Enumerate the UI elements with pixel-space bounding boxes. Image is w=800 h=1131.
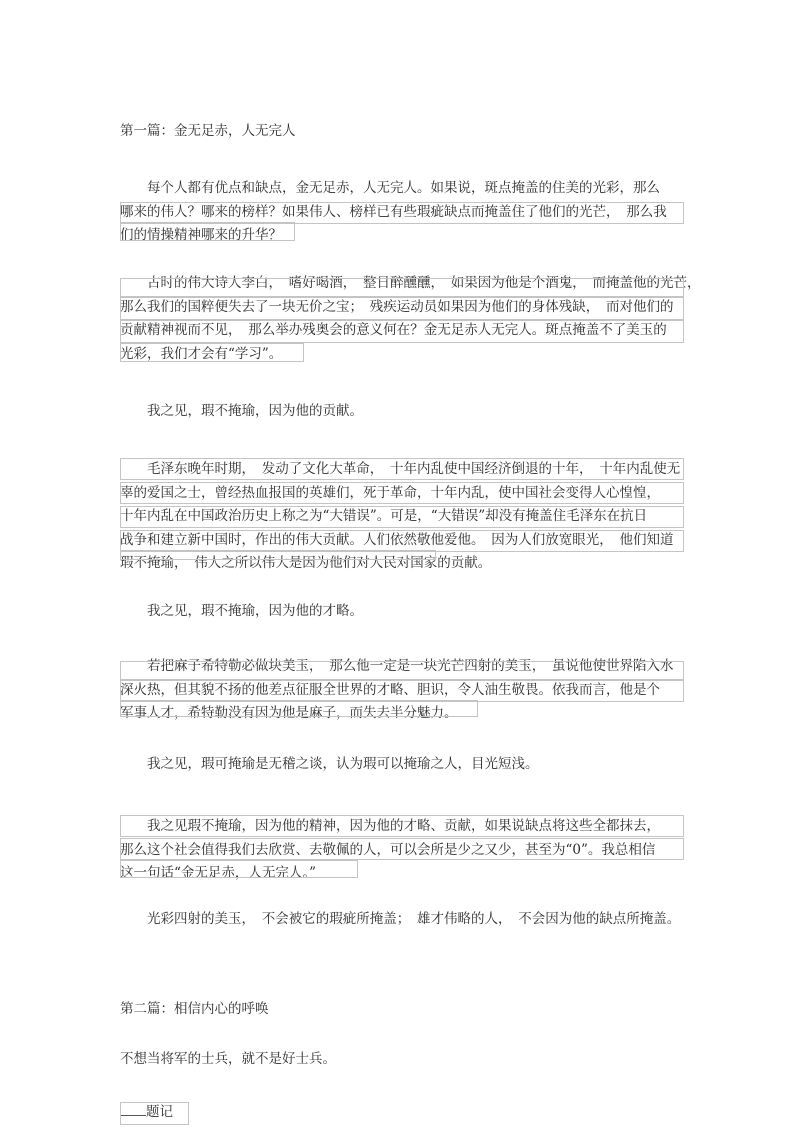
paragraph-1 [120, 177, 688, 248]
paragraph-line: 这一句话“金无足赤，人无完人。” [120, 865, 317, 881]
paragraph-line: 战争和建立新中国时，作出的伟大贡献。人们依然敬他爱他。 因为人们放宽眼光， 他们知道 [120, 531, 674, 548]
paragraph-line: 哪来的伟人？哪来的榜样？如果伟人、榜样已有些瑕疵缺点而掩盖住了他们的光芒， 那么我 [120, 203, 667, 220]
paragraph-line: 瑕不掩瑜， 伟人之所以伟大是因为他们对人民对国家的贡献。 [120, 555, 492, 571]
section-title-2: 第二篇：相信内心的呼唤 [120, 1001, 269, 1017]
paragraph-line: 贡献精神视而不见， 那么举办残奥会的意义何在？金无足赤人无完人。斑点掩盖不了美玉的 [120, 322, 667, 338]
statement-4: 光彩四射的美玉， 不会被它的瑕疵所掩盖； 雄才伟略的人， 不会因为他的缺点所掩盖。 [120, 911, 681, 927]
statement-2: 我之见，瑕不掩瑜，因为他的才略。 [120, 603, 363, 619]
paragraph-line: 军事人才，希特勒没有因为他是麻子，而失去半分魅力。 [120, 705, 458, 721]
paragraph-2 [120, 272, 701, 366]
paragraph-line: 深火热，但其貌不扬的他差点征服全世界的才略、胆识，令人油生敬畏。依我而言，他是个 [120, 681, 660, 698]
paragraph-5 [120, 815, 688, 879]
statement-1: 我之见，瑕不掩瑜，因为他的贡献。 [120, 403, 363, 419]
epigraph-note [120, 1101, 173, 1125]
paragraph-line: 每个人都有优点和缺点，金无足赤，人无完人。如果说，斑点掩盖的住美的光彩，那么 [120, 180, 660, 196]
paragraph-line: 们的情操精神哪来的升华？ [120, 227, 282, 243]
paragraph-4 [120, 655, 688, 726]
paragraph-line: 毛泽东晚年时期， 发动了文化大革命， 十年内乱使中国经济倒退的十年， 十年内乱使无 [120, 461, 681, 477]
epigraph: 不想当将军的士兵，就不是好士兵。 [120, 1051, 336, 1067]
paragraph-line: 古时的伟大诗人李白， 嗜好喝酒， 整日醉醺醺， 如果因为他是个酒鬼， 而掩盖他的光芒， [120, 275, 701, 291]
paragraph-line: 我之见瑕不掩瑜，因为他的精神，因为他的才略、贡献，如果说缺点将这些全都抹去， [120, 818, 660, 834]
paragraph-line: 那么我们的国粹便失去了一块无价之宝； 残疾运动员如果因为他们的身体残缺， 而对他们的 [120, 298, 674, 315]
statement-3: 我之见，瑕可掩瑜是无稽之谈，认为瑕可以掩瑜之人，目光短浅。 [120, 756, 539, 772]
paragraph-line: 那么这个社会值得我们去欣赏、去敬佩的人，可以会所是少之又少，甚至为“0”。我总相信 [120, 841, 656, 858]
paragraph-line: 十年内乱在中国政治历史上称之为“大错误”。可是，“大错误”却没有掩盖住毛泽东在抗日 [120, 508, 648, 524]
underline-blank [120, 1103, 146, 1116]
paragraph-3 [120, 458, 688, 571]
epigraph-note-label: 题记 [146, 1104, 173, 1120]
section-title-1: 第一篇：金无足赤，人无完人 [120, 123, 296, 139]
paragraph-line: 若把麻子希特勒必做块美玉， 那么他一定是一块光芒四射的美玉， 虽说他使世界陷入水 [120, 658, 674, 674]
paragraph-line: 辜的爱国之士，曾经热血报国的英雄们，死于革命，十年内乱，使中国社会变得人心惶惶， [120, 484, 660, 501]
paragraph-line: 光彩，我们才会有“学习”。 [120, 345, 283, 362]
